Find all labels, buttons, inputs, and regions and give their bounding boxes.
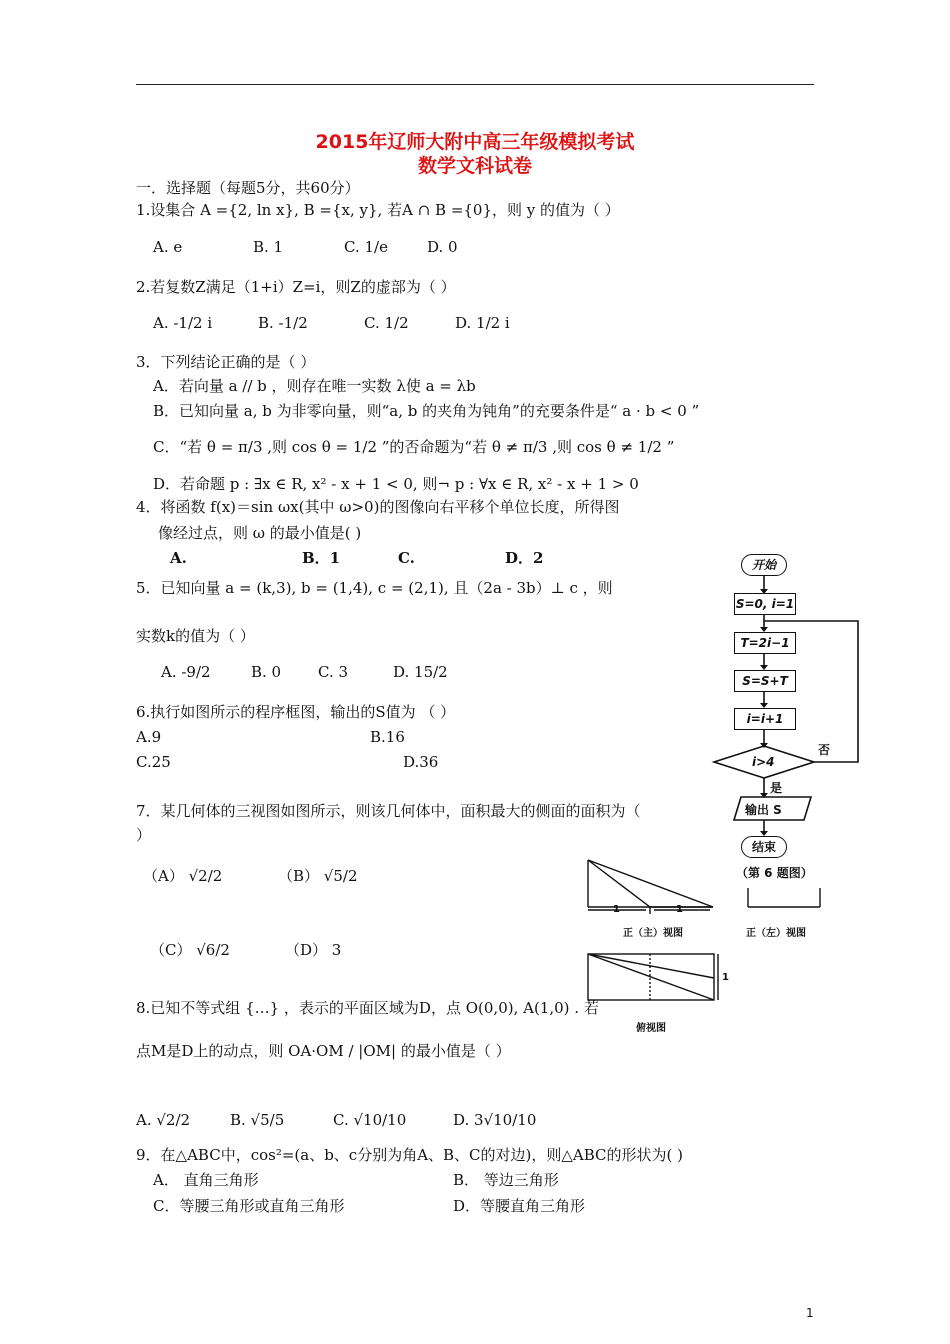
flowchart-no-label: 否 [818,743,831,757]
q1-option-b: B. 1 [253,238,284,256]
q2-option-d: D. 1/2 i [455,314,510,332]
q9-option-c: C．等腰三角形或直角三角形 [153,1197,345,1215]
q1-option-a: A. e [153,238,183,256]
top-view-label: 俯视图 [636,1023,666,1034]
flowchart-output: 输出 S [745,803,782,817]
q5-stem-line2: 实数k的值为（ ） [136,627,255,645]
exam-title: 2015年辽师大附中高三年级模拟考试 [315,131,635,153]
q4-option-a: A. [170,549,187,567]
front-view-dim-right: 1 [676,904,683,915]
q9-option-d: D．等腰直角三角形 [453,1197,586,1215]
q3-stem: 3．下列结论正确的是（ ） [136,353,316,371]
q8-option-d: D. 3√10/10 [453,1111,537,1129]
q6-option-d: D.36 [403,753,439,771]
flowchart-yes-label: 是 [770,781,783,795]
q7-stem-line1: 7．某几何体的三视图如图所示，则该几何体中，面积最大的侧面的面积为（ [136,802,641,820]
page-number: 1 [806,1306,814,1320]
flowchart-end: 结束 [741,836,787,858]
side-view-label: 正（左）视图 [746,928,806,939]
q6-option-b: B.16 [370,728,405,746]
flowchart-start: 开始 [741,554,787,576]
q3-option-a: A．若向量 a // b ，则存在唯一实数 λ使 a = λb [153,377,476,395]
q8-stem-line2: 点M是D上的动点，则 OA·OM / |OM| 的最小值是（ ） [136,1042,511,1060]
q8-option-a: A. √2/2 [136,1111,191,1129]
flowchart-step-t: T=2i−1 [734,632,796,654]
q5-option-d: D. 15/2 [393,663,448,681]
q8-option-b: B. √5/5 [230,1111,285,1129]
q3-option-d: D．若命题 p : ∃x ∈ R, x² - x + 1 < 0, 则¬ p : ∀x ∈ R, x² - x + 1 > 0 [153,475,639,493]
flowchart-step-i: i=i+1 [734,708,796,730]
flowchart-caption: （第 6 题图） [736,866,813,880]
flowchart-step-s: S=S+T [734,670,796,692]
q3-option-b: B．已知向量 a, b 为非零向量，则“a, b 的夹角为钝角”的充要条件是“ a · b < 0 ” [153,402,700,420]
front-view-label: 正（主）视图 [623,928,683,939]
q3-option-c: C．“若 θ = π/3 ,则 cos θ = 1/2 ”的否命题为“若 θ ≠ π/3 ,则 cos θ ≠ 1/2 ” [153,438,675,456]
q7-stem-line2: ） [136,826,152,844]
q4-stem-line1: 4．将函数 f(x)＝sin ωx(其中 ω>0)的图像向右平移个单位长度，所得图 [136,498,620,516]
q5-stem-line1: 5．已知向量 a = (k,3), b = (1,4), c = (2,1), 且（2a - 3b）⊥ c ，则 [136,579,613,597]
q8-stem-line1: 8.已知不等式组 {…} ，表示的平面区域为D，点 O(0,0), A(1,0) . 若 [136,999,599,1017]
q6-stem: 6.执行如图所示的程序框图，输出的S值为 （ ） [136,703,456,721]
q9-stem: 9．在△ABC中，cos²=(a、b、c分别为角A、B、C的对边)，则△ABC的形状为( ) [136,1146,684,1164]
q4-option-d: D．2 [505,549,544,567]
q1-option-d: D. 0 [427,238,458,256]
section-heading: 一．选择题（每题5分，共60分） [136,179,360,197]
q4-option-b: B．1 [302,549,341,567]
q6-option-c: C.25 [136,753,171,771]
q4-option-c: C. [398,549,415,567]
q1-stem: 1.设集合 A ={2, ln x}, B ={x, y}, 若A ∩ B ={0}，则 y 的值为（ ） [136,201,620,219]
q4-stem-line2: 像经过点，则 ω 的最小值是( ) [158,524,362,542]
q5-option-a: A. -9/2 [161,663,211,681]
q9-option-a: A． 直角三角形 [153,1171,259,1189]
front-view-dim-left: 1 [613,904,620,915]
q1-option-c: C. 1/e [344,238,388,256]
q2-option-c: C. 1/2 [364,314,409,332]
q7-option-d: （D） 3 [285,941,342,959]
q8-option-c: C. √10/10 [333,1111,407,1129]
q2-stem: 2.若复数Z满足（1+i）Z=i，则Z的虚部为（ ） [136,278,456,296]
q5-option-c: C. 3 [318,663,349,681]
q7-option-a: （A） √2/2 [143,867,223,885]
q6-option-a: A.9 [136,728,162,746]
flowchart-init: S=0, i=1 [734,593,796,615]
flowchart-condition: i>4 [752,755,775,769]
q7-option-c: （C） √6/2 [150,941,230,959]
q2-option-b: B. -1/2 [258,314,308,332]
exam-subtitle: 数学文科试卷 [417,155,532,177]
q7-option-b: （B） √5/2 [278,867,358,885]
top-view-dim: 1 [722,972,729,983]
q5-option-b: B. 0 [251,663,282,681]
q9-option-b: B． 等边三角形 [453,1171,559,1189]
q2-option-a: A. -1/2 i [153,314,213,332]
